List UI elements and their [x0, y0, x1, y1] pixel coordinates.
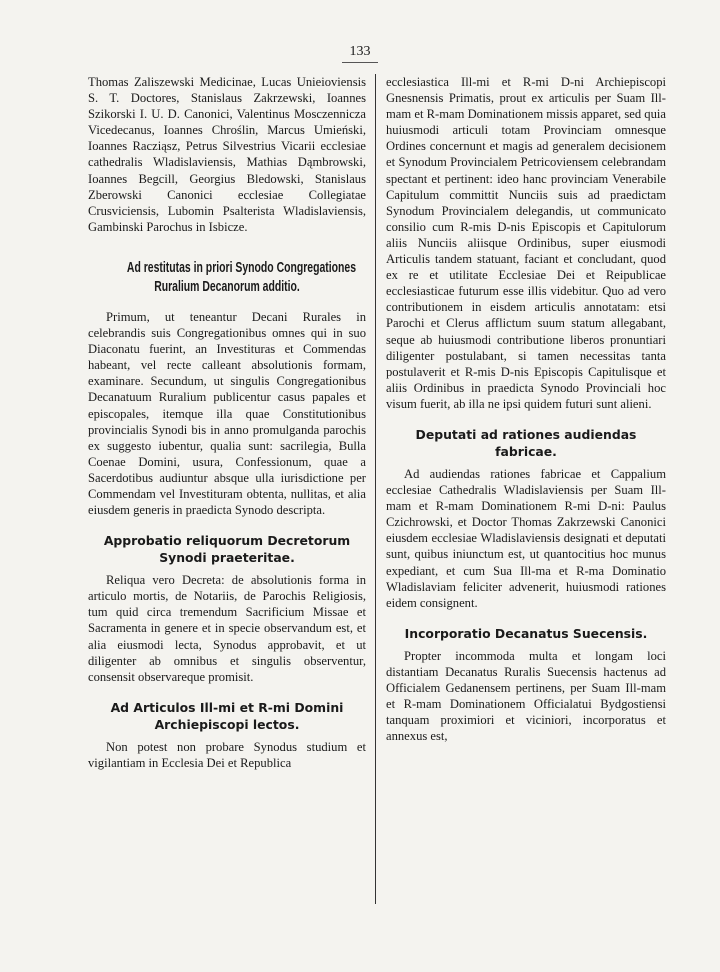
heading-line: Approbatio reliquorum Decretorum: [103, 533, 351, 549]
heading-line: Ad Articulos Ill-mi et R-mi Domini: [110, 699, 344, 715]
paragraph-primum: Primum, ut teneantur Decani Rurales in celebrandis suis Congregationibus omnes qui in suo Diaconatu fuerint, an Investituras et Commendas habeant, vel recte calleant absolutionis formam, examinare. Secundum, ut singulis Congregationibus Decanatuum Ruralium publicentur casus papales et episcopales, itemque illa quae Constitutionibus provincialis Synodi bis in anno promulganda parochis ex suggesto iubentur, qualia sunt: sacrilegia, Bulla Coenae Domini, usura, Confessionum, quae a Sacerdotibus audiuntur absque ulla iurisdictione per Commendam vel Investituram obtenta, nullitas, et alia eiusdem generis in praedicta Synodo descripta.: [88, 309, 366, 518]
page-number-rule: [342, 62, 378, 63]
heading-incorporatio: Incorporatio Decanatus Suecensis.: [404, 625, 648, 641]
right-column: [386, 74, 666, 744]
heading-approbatio: [88, 532, 366, 566]
paragraph-ad-audiendas: Ad audiendas rationes fabricae et Cappalium ecclesiae Cathedralis Wladislaviensis per Suam Ill-mam et R-mam Dominationem R-mi D-ni: Paulus Czichrowski, et Doctor Thomas Zakrzewski Canonici eiusdem ecclesiae Wladislaviensis designati et deputati sunt, quibus iniunctum est, ut quantocitius hoc munus expediant, et cum Sua Ill-ma et R-ma Dominatio Wladislaviam feliciter advenerit, huiusmodi rationes eidem consignent.: [386, 466, 666, 610]
paragraph-ecclesiastica: ecclesiastica Ill-mi et R-mi D-ni Archiepiscopi Gnesnensis Primatis, prout ex articulis per Suam Ill-mam et R-mam Dominationem missis apparet, sed quia huiusmodi articuli totam Provinciam omnesque Ordines concernunt et magis ad generalem decisionem et Synodum Provincialem Petricoviensem celebrandam spectant et pertinent: ideo hanc provinciam Venerabile Capitulum committit Nunciis suis ad praedictam Synodum Provincialem delegandis, ut communicato consilio cum R-mis D-nis Episcopis et Capitulorum aliis Nunciis aliisque Ordinibus, super eiusmodi Articulis tandem statuant, faciant et concludant, quod ex re et utilitate Ecclesiae Dei et Reipublicae ecclesiasticae futurum esse illis videbitur. Quo ad vero contributionem in eisdem articulis annotatam: etsi Parochi et Clerus afflictum suum statum allegabant, seque ab huiusmodi contributione liberos pronuntiari diligenter postulabant, si tamen necessitas tanta postulaverit et R-mis D-nis Episcopis Capitulisque et aliis Ordinibus in praedicta Synodo Provinciali hoc visum fuerit, ab illa ne ipsi quidem futuri sunt alieni.: [386, 75, 666, 411]
heading-line: Archiepiscopi lectos.: [154, 716, 300, 732]
heading-decani-rurales: [126, 259, 357, 297]
page-number: 133: [349, 44, 371, 59]
heading-line: Ad restitutas in priori Synodo Congregationes: [126, 259, 357, 276]
heading-line: Synodi praeteritae.: [159, 550, 295, 566]
left-column: [88, 74, 366, 771]
column-divider: [375, 74, 376, 904]
heading-deputati: Deputati ad rationes audiendas fabricae.: [415, 426, 637, 459]
paragraph-reliqua: Reliqua vero Decreta: de absolutionis forma in articulo mortis, de Notariis, de Parochis Religiosis, tum quid circa tremendum Sacrificium Missae et Sacramenta in genere et in specie observandum est, et alia eiusmodi lecta, Synodus approbavit, et ut diligenter ab omnibus et singulis observentur, consensit observareque promisit.: [88, 573, 366, 684]
heading-ad-articulos: [88, 699, 366, 733]
paragraph-non-potest: Non potest non probare Synodus studium et vigilantiam in Ecclesia Dei et Republica: [88, 739, 366, 770]
paragraph-propter: Propter incommoda multa et longam loci distantiam Decanatus Ruralis Suecensis hactenus ad Officialem Gedanensem pertinens, per Suam Ill-mam et R-mam Dominationem Officialatui Bydgostiensi tanquam proximiori et viciniori, incorporatus et annexus est,: [386, 648, 666, 744]
paragraph-witness-list: Thomas Zaliszewski Medicinae, Lucas Unieioviensis S. T. Doctores, Stanislaus Zakrzewski, Ioannes Szikorski I. U. D. Canonici, Valentinus Mosczennicza Vicedecanus, Ioannes Chroślin, Marcus Umieński, Ioannes Racziąsz, Petrus Silvestrius Vicarii ecclesiae cathedralis Wladislaviensis, Mathias Dąmbrowski, Ioannes Begcill, Georgius Bledowski, Stanislaus Zberowski Canonici ecclesiae Collegiatae Crusviciensis, Lubomin Psalterista Wladislaviensis, Gambinski Parochus in Isbicze.: [88, 75, 366, 234]
heading-line: Ruralium Decanorum additio.: [154, 278, 300, 295]
